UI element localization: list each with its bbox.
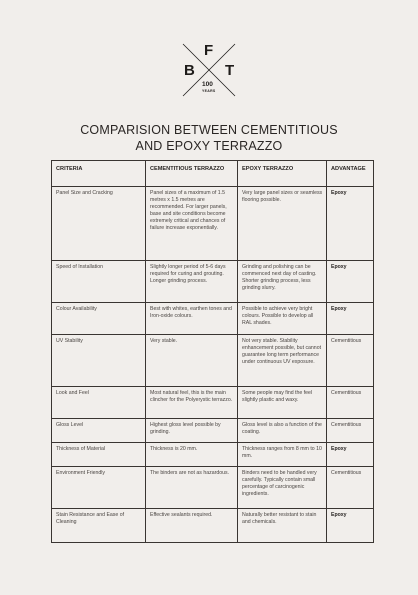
page-title-line-1: COMPARISION BETWEEN CEMENTITIOUS — [80, 123, 338, 137]
logo-years: YEARS — [202, 89, 216, 93]
cell-epoxy: Some people may find the feel slightly plastic and waxy. — [238, 387, 327, 419]
header-epoxy: EPOXY TERRAZZO — [238, 161, 327, 187]
table-row — [52, 303, 374, 335]
cell-advantage: Cementitious — [327, 387, 374, 419]
cell-cementitious: Highest gloss level possible by grinding. — [146, 419, 238, 443]
cell-epoxy: Possible to achieve very bright colours. Possible to develop all RAL shades. — [238, 303, 327, 335]
cell-advantage: Cementitious — [327, 335, 374, 387]
logo-letter-b: B — [184, 62, 195, 79]
cell-advantage: Epoxy — [327, 187, 374, 261]
cell-epoxy: Naturally better resistant to stain and chemicals. — [238, 509, 327, 543]
cell-criteria: Colour Availability — [52, 303, 146, 335]
cell-epoxy: Gloss level is also a function of the coating. — [238, 419, 327, 443]
comparison-table — [51, 160, 374, 543]
cell-advantage: Epoxy — [327, 509, 374, 543]
bft-100-years-logo — [181, 42, 237, 98]
cell-advantage: Cementitious — [327, 419, 374, 443]
table-row — [52, 335, 374, 387]
table-row — [52, 443, 374, 467]
cell-criteria: Environment Friendly — [52, 467, 146, 509]
cell-epoxy: Not very stable. Stability enhancement possible, but cannot guarantee long term performance under continuous UV exposure. — [238, 335, 327, 387]
table-row — [52, 509, 374, 543]
cell-cementitious: The binders are not as hazardous. — [146, 467, 238, 509]
cell-advantage: Epoxy — [327, 443, 374, 467]
cell-criteria: Gloss Level — [52, 419, 146, 443]
table-row — [52, 261, 374, 303]
cell-cementitious: Very stable. — [146, 335, 238, 387]
cell-cementitious: Effective sealants required. — [146, 509, 238, 543]
table-row — [52, 419, 374, 443]
logo-letter-t: T — [225, 62, 235, 79]
cell-advantage: Epoxy — [327, 303, 374, 335]
cell-cementitious: Best with whites, earthen tones and Iron-oxide colours. — [146, 303, 238, 335]
logo-number: 100 — [202, 81, 213, 88]
cell-cementitious: Panel sizes of a maximum of 1.5 metres x 1.5 metres are recommended. For larger panels, base and site conditions become extremely critical and chances of failure increase exponentially. — [146, 187, 238, 261]
cell-epoxy: Very large panel sizes or seamless flooring possible. — [238, 187, 327, 261]
header-cementitious: CEMENTITIOUS TERRAZZO — [146, 161, 238, 187]
cell-criteria: Thickness of Material — [52, 443, 146, 467]
table-row — [52, 187, 374, 261]
table-header-row — [52, 161, 374, 187]
cell-epoxy: Binders need to be handled very carefully. Typically contain small percentage of carcinogenic ingredients. — [238, 467, 327, 509]
logo-letter-f: F — [204, 42, 214, 59]
cell-epoxy: Thickness ranges from 8 mm to 10 mm. — [238, 443, 327, 467]
table-row — [52, 387, 374, 419]
table-row — [52, 467, 374, 509]
cell-criteria: Panel Size and Cracking — [52, 187, 146, 261]
header-criteria: CRITERIA — [52, 161, 146, 187]
cell-criteria: Look and Feel — [52, 387, 146, 419]
cell-cementitious: Most natural feel, this is the main clincher for the Polyerystic terrazzo. — [146, 387, 238, 419]
cell-criteria: UV Stability — [52, 335, 146, 387]
cell-epoxy: Grinding and polishing can be commenced next day of casting. Shorter grinding process, less grinding slurry. — [238, 261, 327, 303]
cell-cementitious: Slightly longer period of 5-6 days required for curing and grouting. Longer grinding process. — [146, 261, 238, 303]
header-advantage: ADVANTAGE — [327, 161, 374, 187]
page-title-line-2: AND EPOXY TERRAZZO — [135, 139, 283, 153]
page-title — [0, 122, 418, 154]
cell-criteria: Speed of Installation — [52, 261, 146, 303]
cell-criteria: Stain Resistance and Ease of Cleaning — [52, 509, 146, 543]
cell-advantage: Epoxy — [327, 261, 374, 303]
cell-cementitious: Thickness is 20 mm. — [146, 443, 238, 467]
cell-advantage: Cementitious — [327, 467, 374, 509]
